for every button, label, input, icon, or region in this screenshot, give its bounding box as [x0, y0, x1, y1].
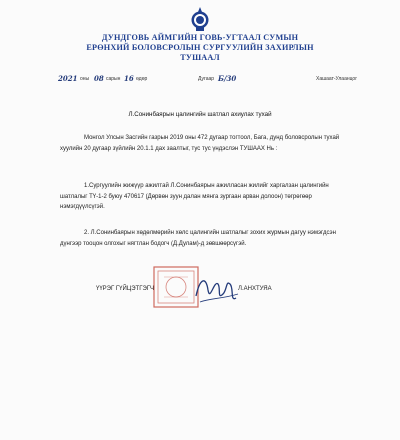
header-title: ТУШААЛ	[180, 53, 220, 62]
signatory-title: ҮҮРЭГ ГҮЙЦЭТГЭГЧ	[96, 286, 155, 292]
date-month-suffix: сарын	[106, 76, 121, 82]
date-day: 16	[124, 74, 134, 83]
number-label: Дугаар	[198, 76, 215, 82]
handwritten-signature-icon	[190, 272, 242, 308]
date-year-suffix: оны	[80, 76, 90, 82]
document-place: Хашаат-Улаанцог	[316, 76, 358, 82]
header-line-1: ДУНДГОВЬ АЙМГИЙН ГОВЬ-УГТААЛ СУМЫН	[101, 33, 299, 42]
signatory-name: Л.АНХТУЯА	[238, 286, 272, 292]
state-emblem-icon	[191, 6, 209, 32]
body-paragraph-1: Монгол Улсын Засгийн газрын 2019 оны 472 дугаар тогтоол, Бага, дунд боловсролын тухай хуулийн 20 дугаар зүйлийн 20.1.1 дах заалтыг, тус тус үндэслэн ТУШААХ Нь :	[60, 135, 340, 152]
body-item-2: 2. Л.Сонинбаярын хөдөлмөрийн хөлс цалингийн шатлалыг зохих журмын дагуу нэмэгдсэн дүнгээр тооцон олгохыг нягтлан бодогч (Д.Дулам)-д зөвшөөрсүгэй.	[60, 230, 336, 247]
date-year: 2021	[58, 74, 78, 83]
header-line-2: ЕРӨНХИЙ БОЛОВСРОЛЫН СУРГУУЛИЙН ЗАХИРЛЫН	[86, 43, 314, 52]
document-subject: Л.Сонинбаярын цалингийн шатлал ахиулах тухай	[128, 111, 272, 118]
body-item-1: 1.Сургуулийн жижүүр ажилтай Л.Сонинбаярын ажилласан жилийг харгалзан цалингийн шатлалыг ТҮ-1-2 буюу 470617 (Дөрвөн зуун далан мянга зургаан арван долоон) төгрөгөөр нэмэгдүүлсүгэй.	[60, 183, 329, 210]
date-day-suffix: өдөр	[136, 76, 148, 82]
date-month: 08	[94, 74, 104, 83]
document-number: Б/30	[218, 74, 237, 83]
